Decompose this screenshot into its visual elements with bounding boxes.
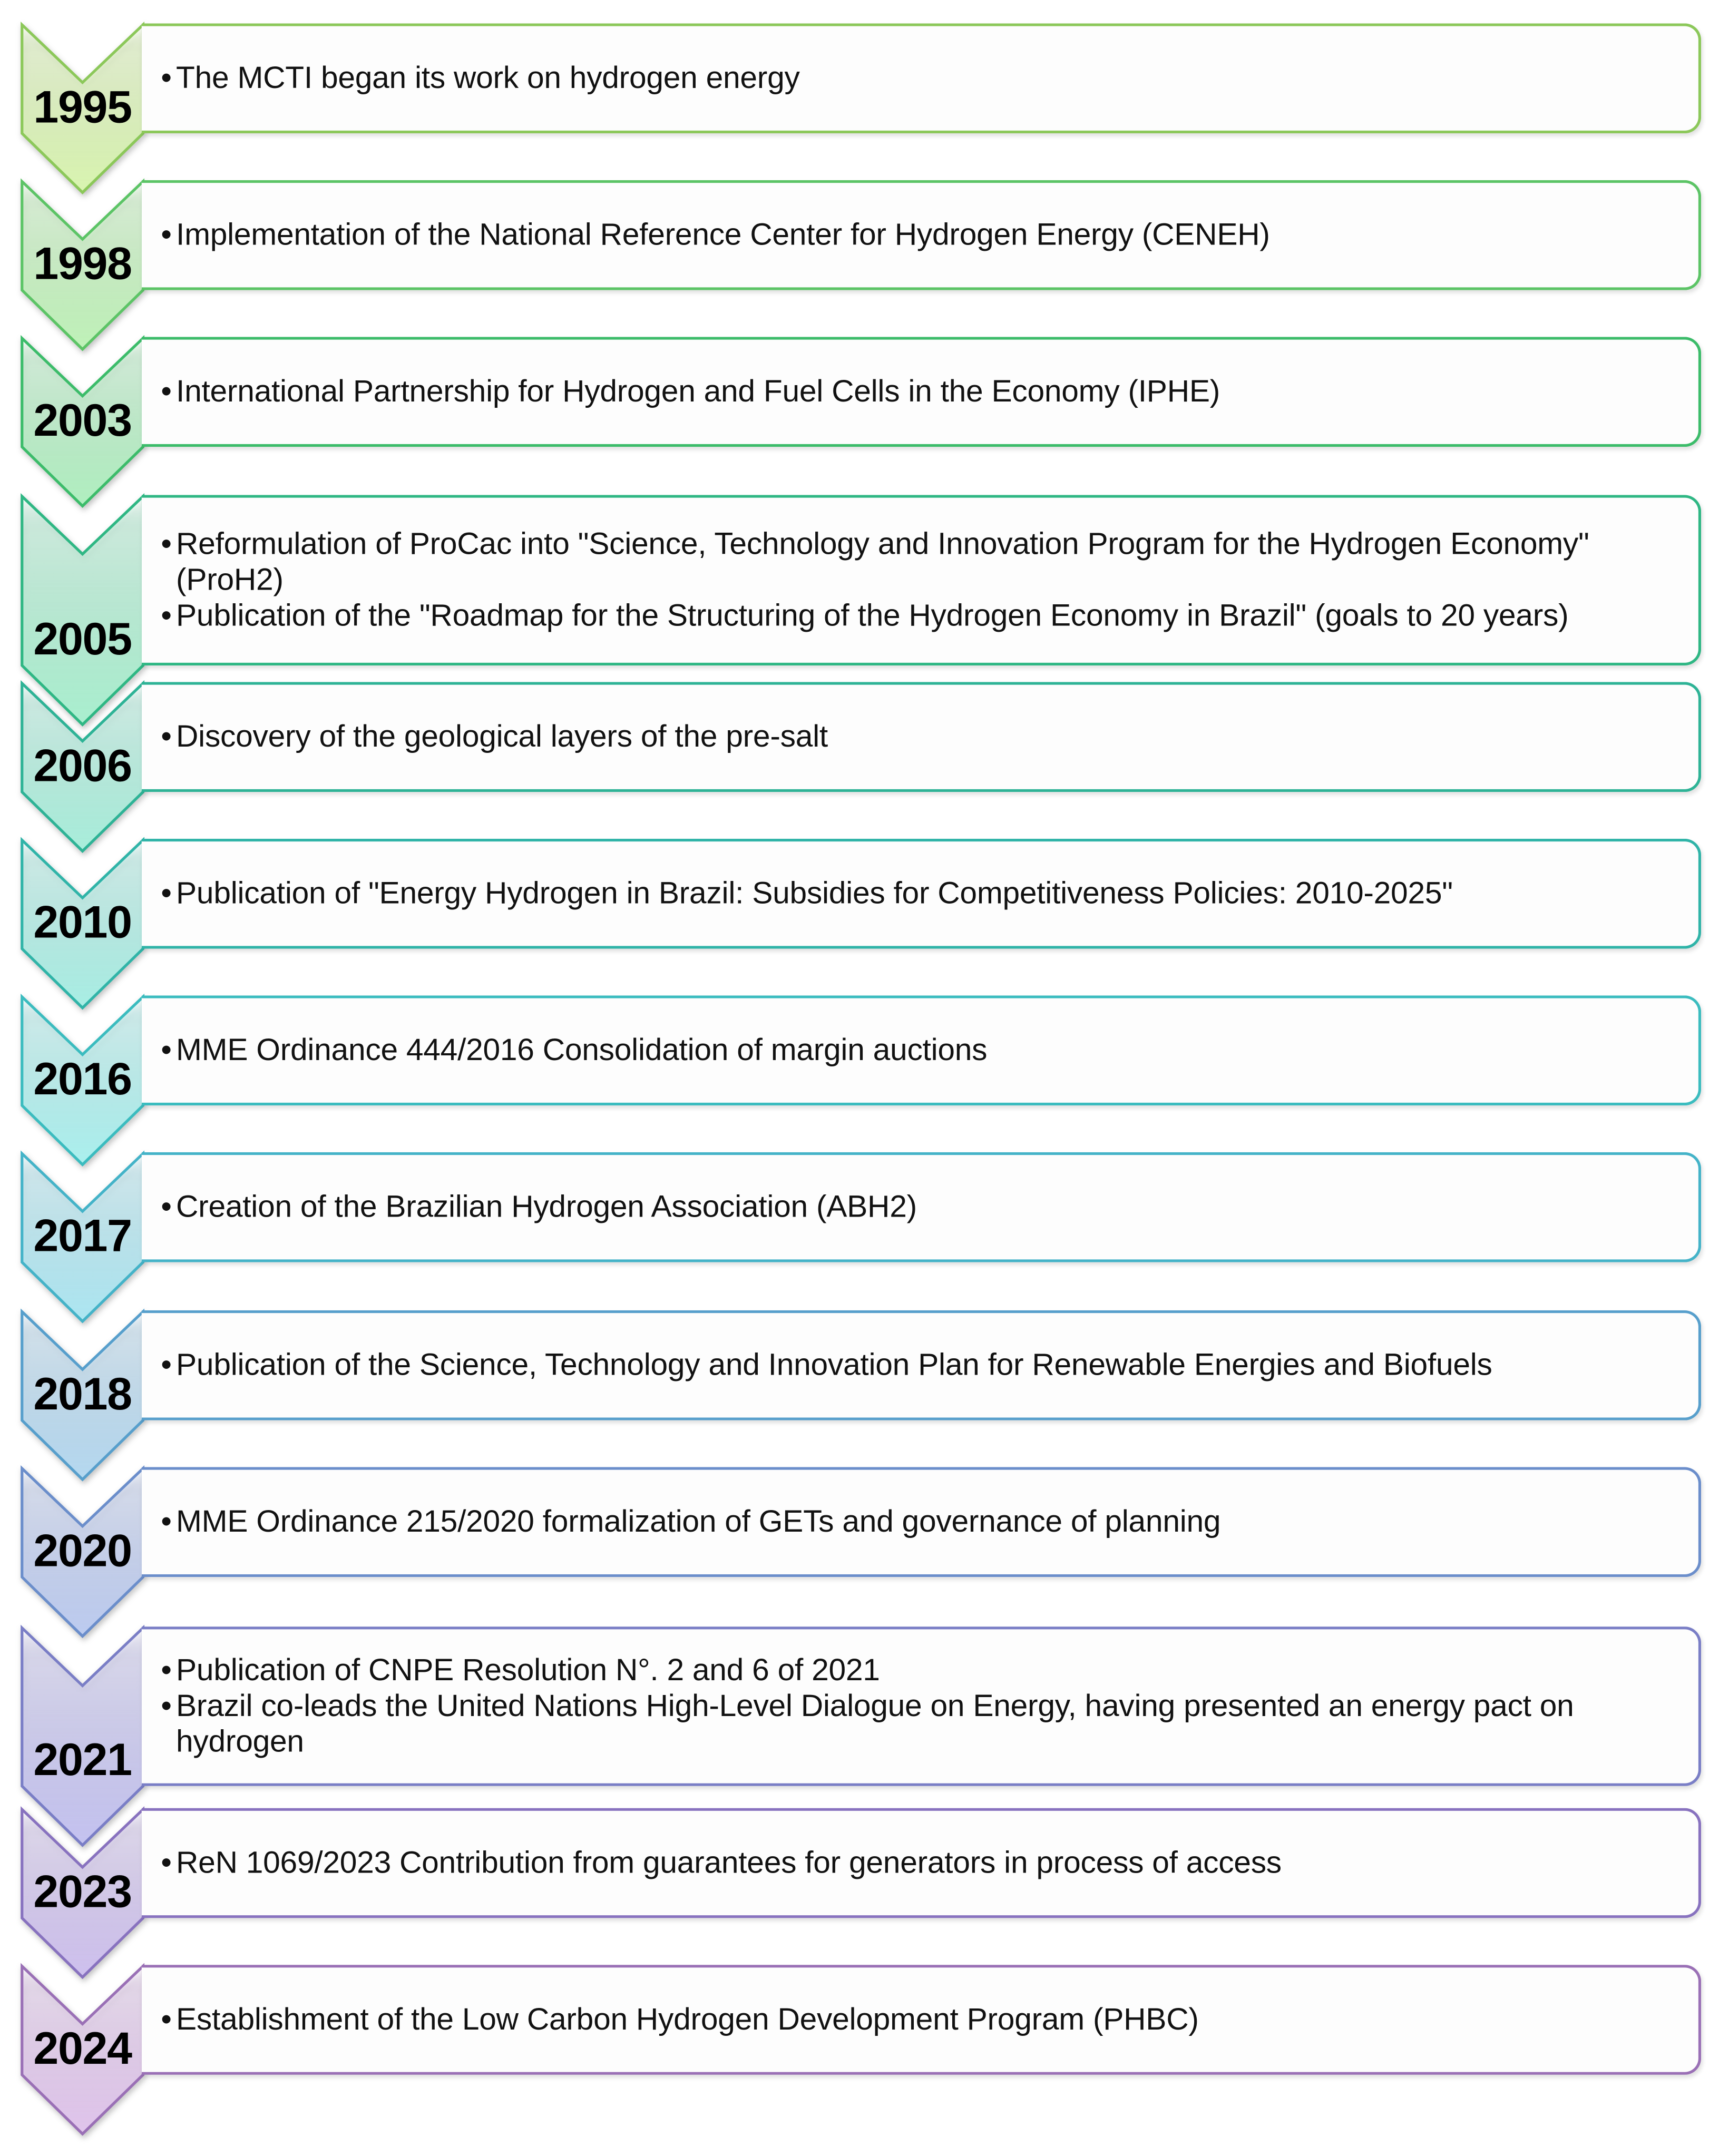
timeline-event-box: [142, 682, 1701, 792]
event-bullet-item: • Implementation of the National Reference Center for Hydrogen Energy (CENEH): [161, 217, 1684, 253]
event-bullet-item: • Establishment of the Low Carbon Hydrogen Development Program (PHBC): [161, 2002, 1684, 2038]
year-label: 1998: [33, 238, 132, 289]
timeline-event-box: [142, 1310, 1701, 1420]
event-bullet-item: • Discovery of the geological layers of the pre-salt: [161, 719, 1684, 755]
event-bullet-item: • Publication of the Science, Technology and Innovation Plan for Renewable Energies and Biofuels: [161, 1347, 1684, 1383]
year-label: 2020: [33, 1525, 132, 1576]
event-bullet-item: • Publication of CNPE Resolution N°. 2 and 6 of 2021: [161, 1653, 1684, 1689]
event-bullet-item: • International Partnership for Hydrogen and Fuel Cells in the Economy (IPHE): [161, 374, 1684, 410]
year-label: 2016: [33, 1053, 132, 1104]
year-label: 2006: [33, 739, 132, 791]
year-label: 2017: [33, 1210, 132, 1261]
event-bullet-item: • MME Ordinance 444/2016 Consolidation of margin auctions: [161, 1033, 1684, 1069]
event-bullet-item: • Publication of "Energy Hydrogen in Brazil: Subsidies for Competitiveness Policies: 2010-2025": [161, 876, 1684, 912]
year-label: 2018: [33, 1368, 132, 1419]
event-bullet-item: • Reformulation of ProCac into "Science, Technology and Innovation Program for the Hydrogen Economy" (ProH2): [161, 526, 1684, 598]
year-label: 2023: [33, 1866, 132, 1917]
year-label: 2005: [33, 613, 132, 664]
year-label: 2024: [33, 2022, 132, 2074]
year-label: 1995: [33, 81, 132, 132]
timeline-event-box: [142, 23, 1701, 133]
timeline-event-box: [142, 995, 1701, 1105]
timeline-event-box: [142, 337, 1701, 447]
event-bullet-item: • The MCTI began its work on hydrogen energy: [161, 61, 1684, 96]
event-bullet-item: • Brazil co-leads the United Nations High-Level Dialogue on Energy, having presented an energy pact on hydrogen: [161, 1689, 1684, 1760]
timeline-event-box: [142, 180, 1701, 290]
event-bullet-item: • MME Ordinance 215/2020 formalization of GETs and governance of planning: [161, 1504, 1684, 1540]
timeline-event-box: [142, 1626, 1701, 1786]
event-bullet-item: • ReN 1069/2023 Contribution from guarantees for generators in process of access: [161, 1845, 1684, 1881]
year-label: 2003: [33, 394, 132, 446]
timeline-event-box: [142, 1808, 1701, 1918]
timeline-event-box: [142, 1965, 1701, 2075]
year-label: 2010: [33, 896, 132, 948]
event-bullet-item: • Creation of the Brazilian Hydrogen Association (ABH2): [161, 1189, 1684, 1225]
event-bullet-item: • Publication of the "Roadmap for the Structuring of the Hydrogen Economy in Brazil" (goals to 20 years): [161, 598, 1684, 634]
timeline-event-box: [142, 1152, 1701, 1262]
year-label: 2021: [33, 1733, 132, 1785]
timeline-event-box: [142, 839, 1701, 949]
timeline-event-box: [142, 495, 1701, 665]
timeline-event-box: [142, 1467, 1701, 1577]
